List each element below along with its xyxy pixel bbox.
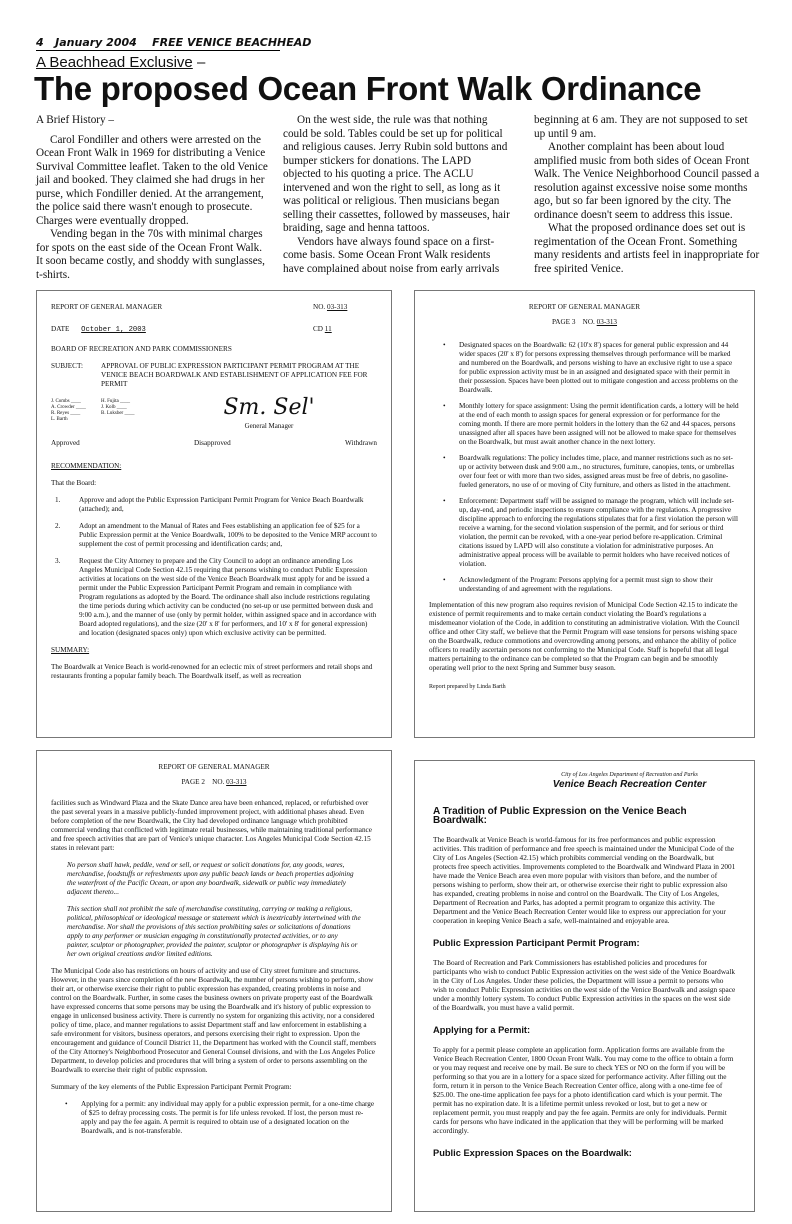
article-paragraph: Vendors have always found space on a first-come basis. Some Ocean Front Walk residents have complained about noise from early arrivals <box>283 235 500 275</box>
history-label: A Brief History – <box>36 114 114 126</box>
section-heading: Public Expression Participant Permit Program: <box>433 938 640 948</box>
prepared-by: Report prepared by Linda Barth <box>429 684 506 690</box>
report-page-line: PAGE 2 NO. 03-313 <box>181 778 247 786</box>
code-quote: No person shall hawk, peddle, vend or sell, or request or solicit donations for, any goods, wares, merchandise, foodstuffs or refreshments upon any public beach lands or beach properties adjoining the waterfront of the Pacific Ocean, or upon any boardwalk, sidewalk or public way immediately adjacent thereto... <box>67 861 354 896</box>
article-column-1 <box>36 114 268 282</box>
org-department: City of Los Angeles Department of Recreation and Parks <box>561 772 698 778</box>
paragraph: facilities such as Windward Plaza and the Skate Dance area have been enhanced, replaced, or refurbished over the past several years in a massive publicly-funded improvement project, with additional phases ahead. Even before completion of the new Boardwalk, the City had developed ordinance language which prohibited commercial vending that conflicted with legitimate retail businesses, while maintaining traditional performance and free speech activities that are part of Venice's unique character. Los Angeles Municipal Code Section 42.15 states in relevant part: <box>51 799 372 852</box>
report-no-label: NO. <box>313 303 326 311</box>
report-no: 03-313 <box>326 303 348 311</box>
header-rule <box>36 50 280 51</box>
section-heading: A Tradition of Public Expression on the Venice Beach Boardwalk: <box>433 806 687 826</box>
approved-label: Approved <box>51 439 80 447</box>
recommendation-heading: RECOMMENDATION: <box>51 462 122 470</box>
recreation-center-flyer <box>414 760 755 1212</box>
article-column-2 <box>283 114 511 276</box>
article-paragraph: Another complaint has been about loud amplified music from both sides of Ocean Front Walk. The Venice Neighborhood Council passed a resolution against excessive noise some months ago, but so far been ignored by the city. The ordinance doesn't seem to address this issue. <box>534 141 760 221</box>
cd-number: 11 <box>324 325 332 333</box>
article-paragraph: Vending began in the 70s with minimal charges for spots on the east side of the Ocean Front Walk. It soon became costly, and shoddy with sunglasses, t-shirts. <box>36 228 265 281</box>
paragraph: Summary of the key elements of the Public Expression Participant Permit Program: <box>51 1083 292 1091</box>
org-center: Venice Beach Recreation Center <box>552 779 707 790</box>
subject-label: SUBJECT: <box>51 362 83 370</box>
date-label: DATE <box>51 325 70 333</box>
list-item: 2. Adopt an amendment to the Manual of Rates and Fees establishing an application fee of $25 for a Public Expression permit at the Venice Boardwalk, 100% to be deposited to the Venice MRP account to supplement the cost of permit processing and identification cards; and, <box>55 522 377 548</box>
board-name: BOARD OF RECREATION AND PARK COMMISSIONERS <box>51 345 232 353</box>
kicker-label: A Beachhead Exclusive <box>36 54 193 71</box>
report-page-line: PAGE 3 NO. 03-313 <box>551 318 618 326</box>
report-title: REPORT OF GENERAL MANAGER <box>528 303 641 311</box>
list-item: • Boardwalk regulations: The policy includes time, place, and manner restrictions such as no set-up or activity between dusk and 9:00 a.m., no structures, furniture, canopies, tents, or umbrellas over four feet or with more than two sides, assigned areas must be free of debris, no gasoline-fueled generators, no use of or moving of City furniture, and others as listed in the attachment. <box>443 454 735 489</box>
article-paragraph: On the west side, the rule was that nothing could be sold. Tables could be set up for political and religious causes. Jerry Rubin sold buttons and bumper stickers for donations. The LAPD objected to his quoting a price. The ACLU intervened and won the right to sell, as long as it was political or religious. Then musicians began selling their cassettes, followed by masseuses, hair braiding, sage and henna tattoos. <box>283 114 510 234</box>
disapproved-label: Disapproved <box>193 439 231 447</box>
article-column-3 <box>534 114 760 276</box>
commissioners-left: J. Combs ____ A. Crowder ____ R. Reyes ____ L. Barth <box>51 399 86 422</box>
report-page-2 <box>36 750 392 1212</box>
list-item: • Monthly lottery for space assignment: Using the permit identification cards, a lottery will be held at the end of each month to assign spaces for general expression or for performance for the coming month. If there are more permit holders in the lottery than the 62 and 44 spaces, persons unassigned after all spaces have been assigned will not be allowed to make space for themselves on the Boardwalk, but must await another chance in the next lottery. <box>443 402 739 446</box>
article-paragraph: What the proposed ordinance does set out is regimentation of the Ocean Front. Something many residents and artists feel in inappropriate for free spirited Venice. <box>534 222 760 275</box>
summary-heading: SUMMARY: <box>51 646 90 654</box>
cd-label: CD <box>313 325 323 333</box>
report-title: REPORT OF GENERAL MANAGER <box>158 763 270 771</box>
list-item: 1. Approve and adopt the Public Expression Participant Permit Program for Venice Beach Boardwalk (attached); and, <box>55 496 364 513</box>
general-manager-label: General Manager <box>244 422 294 430</box>
page-number: 4 <box>36 36 44 49</box>
commissioners-right: H. Fujita ____ J. Kolb ____ B. Luksber ____ <box>101 399 135 416</box>
that-board: That the Board: <box>51 479 97 487</box>
summary-text: The Boardwalk at Venice Beach is world-renowned for an eclectic mix of street performers and retail shops and restaurants fronting a popular family beach. The Boardwalk itself, as well as recreation <box>51 663 373 680</box>
report-date: October 1, 2003 <box>81 326 146 334</box>
withdrawn-label: Withdrawn <box>344 439 377 447</box>
section-text: The Boardwalk at Venice Beach is world-famous for its free performances and public expression activities. This tradition of performance and free speech is maintained under the Municipal Code of the City of Los Angeles (Section 42.15) which prohibits commercial vending on the Boardwalk, but protects free speech activities. Improvements completed to the Boardwalk and Windward Plaza in 2001 have made the Venice Beach area even more popular with visitors than before, and the number of persons wishing to perform, show their art, or otherwise exercise their right to public expression also has expanded, creating problems in noise and control on the Boardwalk. The City of Los Angeles, Department of Recreation and Parks, has adopted a permit program to organize this activity. The Department and the Venice Beach Recreation Center would like to express our appreciation for your cooperation in keeping Venice Beach a safe, well-maintained and enjoyable area. <box>433 835 736 925</box>
page-header <box>36 36 311 49</box>
kicker <box>36 54 205 71</box>
subject-text: APPROVAL OF PUBLIC EXPRESSION PARTICIPANT PERMIT PROGRAM AT THE VENICE BEACH BOARDWALK AND ESTABLISHMENT OF APPLICATION FEE FOR PERMIT <box>101 362 368 388</box>
list-item: • Applying for a permit: any individual may apply for a public expression permit, for a one-time charge of $25 to defray processing costs. The permit is for life unless revoked. If lost, the person must re-apply and pay the fee again. A permit is required to obtain use of a designated location on the Boardwalk, and is not-transferable. <box>65 1100 375 1135</box>
kicker-dash: – <box>192 54 206 71</box>
publication-name: FREE VENICE BEACHHEAD <box>152 36 312 49</box>
implementation-paragraph: Implementation of this new program also requires revision of Municipal Code Section 42.15 to indicate the existence of permit requirements and to make certain conduct violating the Board's regulations a misdemeanor violation of the Code, in addition to constituting an administrative violation. With the Council office and other City staff, we believe that the Permit Program will ease tensions for persons wishing space on the Boardwalk, reduce commotions and overcrowding among persons, and enhance the ability of police officers to readily ascertain persons not conforming to the Municipal Code. Staff is hopeful that all legal matters pertaining to the ordinance can be completed so that the Program can begin and be smoothly operating well prior to the next Spring and Summer busy season. <box>429 601 740 672</box>
report-page-3 <box>414 290 755 738</box>
report-page-1 <box>36 290 392 738</box>
signature: Sm. Sel' <box>223 395 315 420</box>
code-quote: This section shall not prohibit the sale of merchandise constituting, carrying or making a religious, political, philosophical or ideological message or statement which is inextricably intertwined with the merchandise. Nor shall the provisions of this section prohibiting sales or solicitations of donations apply to any performer or musician engaging in constitutionally protected activities, or to any painter, sculptor or photographer, provided the painter, sculptor or photographer is displaying his or her own original creations and/or limited editions. <box>67 905 361 958</box>
list-item: 3. Request the City Attorney to prepare and the City Council to adopt an ordinance amending Los Angeles Municipal Code Section 42.15 requiring that persons wishing to conduct Public Expression activities at locations on the west side of the Venice Beach Boardwalk must apply for and be issued a permit under the Public Expression Participant Permit Program and remain in compliance with Program regulations as adopted by the Board. The ordinance shall also include restrictions regulating the time periods during which activity can be conducted (no set-up or use permitted between dusk and 9:00 a.m.), and the manner of use (only by permit holder, within assigned space and in accordance with Board adopted regulations), and the size (20' x 8' for performers, and 10' x 8' for general expression) and location (designated spaces only) upon which exclusive activity can be permitted. <box>55 557 377 637</box>
section-heading: Applying for a Permit: <box>433 1025 531 1035</box>
issue-date: January 2004 <box>55 36 137 49</box>
section-text: To apply for a permit please complete an application form. Application forms are available from the Venice Beach Recreation Center, 1800 Ocean Front Walk. You may come to the office to obtain a form or you may request and receive one by mail. Be sure to check YES or NO on the form if you will be performing so that you are in a lottery for a space sized for performance activity. After filling out the form, return it in person to the Venice Beach Recreation Center office, along with a one-time fee of $25.00. The one-time application fee pays for a photo identification card which is your permit. The permit has no expiration date. It is a lifetime permit unless revoked or lost, but to get a new or replacement permit, you must reapply and pay the fee again. Permits are only for individuals. Permit cards for persons who have indicated in the application that they will be performing will be marked accordingly. <box>433 1045 734 1135</box>
paragraph: The Municipal Code also has restrictions on hours of activity and use of City street furniture and structures. However, in the years since completion of the new Boardwalk, the number of persons wishing to perform, show their art, or otherwise exercise their right to public expression has expanded, creating problems in noise and control on the Boardwalk. Further, in some cases the business owners on private property east of the Boardwalk have expressed concerns that some persons may be using the Boardwalk and it's history of public expression to engage in unlicensed business activity. There is currently no system for organizing this activity, nor a considered policy of time, place, and manner regulations to assist Department staff and law enforcement in establishing a safe environment for visitors, business operators, and persons exercising their right to expression. Upon the encouragement and guidance of Council District 11, the Department has worked with the Council staff, members of the City Attorney's Neighborhood Prosecutor and General Counsel divisions, and with the Los Angeles Police Department, to develop policies and procedures that will bring a system of order to persons assembling on the Boardwalk to exercise their right of public expression. <box>51 967 377 1074</box>
list-item: • Enforcement: Department staff will be assigned to manage the program, which will include set-up, day-end, and periodic inspections to ensure compliance with the regulations. A progressive discipline approach to enforcing the regulations stipulates that for a first violation the person will receive a warning, for the second violation suspension of the permit, and for serious or third violation, the permit can be revoked, with a one-year period before re-application. Criminal citations issued by LAPD will also constitute a violation for administrative purposes. An administrative appeal process will be available to permit holders who have received notices of violation. <box>443 497 739 568</box>
headline: The proposed Ocean Front Walk Ordinance <box>34 70 702 107</box>
section-heading: Public Expression Spaces on the Boardwalk: <box>433 1148 632 1158</box>
article-paragraph: Carol Fondiller and others were arrested on the Ocean Front Walk in 1969 for distributing a Venice Survival Committee leaflet. Taken to the old Venice jail and booked. They claimed she had drugs in her purse, which Fondiller denied. At the arrangement, the police said there wasn't enough to prosecute. Charges were eventually dropped. <box>36 133 268 227</box>
report-title: REPORT OF GENERAL MANAGER <box>51 303 163 311</box>
list-item: • Designated spaces on the Boardwalk: 62 (10'x 8') spaces for general public expression and 44 wider spaces (20' x 8') for persons expressing themselves through performance will be marked and numbered on the Boardwalk, and persons wishing to have an exclusive right to use a space for public expression activity must be in an assigned and designated space with their permit in their possession. Spaces have been plotted out to mitigate congestion and access problems on the Boardwalk. <box>443 341 738 394</box>
section-text: The Board of Recreation and Park Commissioners has established policies and procedures for participants who wish to conduct Public Expression activities on the west side of the Venice Boardwalk in the City of Los Angeles. Under these policies, the Department will issue a permit to persons who wish to conduct Public Expression activities on the west side of the Venice Boardwalk and assign space under a monthly lottery system. To conduct Public Expression activities in the spaces on the west side of the Boardwalk, you must have a valid permit. <box>433 958 736 1012</box>
article-paragraph: beginning at 6 am. They are not supposed to set up until 9 am. <box>534 114 748 140</box>
list-item: • Acknowledgment of the Program: Persons applying for a permit must sign to show their understanding of and agreement with the regulations. <box>443 576 713 593</box>
